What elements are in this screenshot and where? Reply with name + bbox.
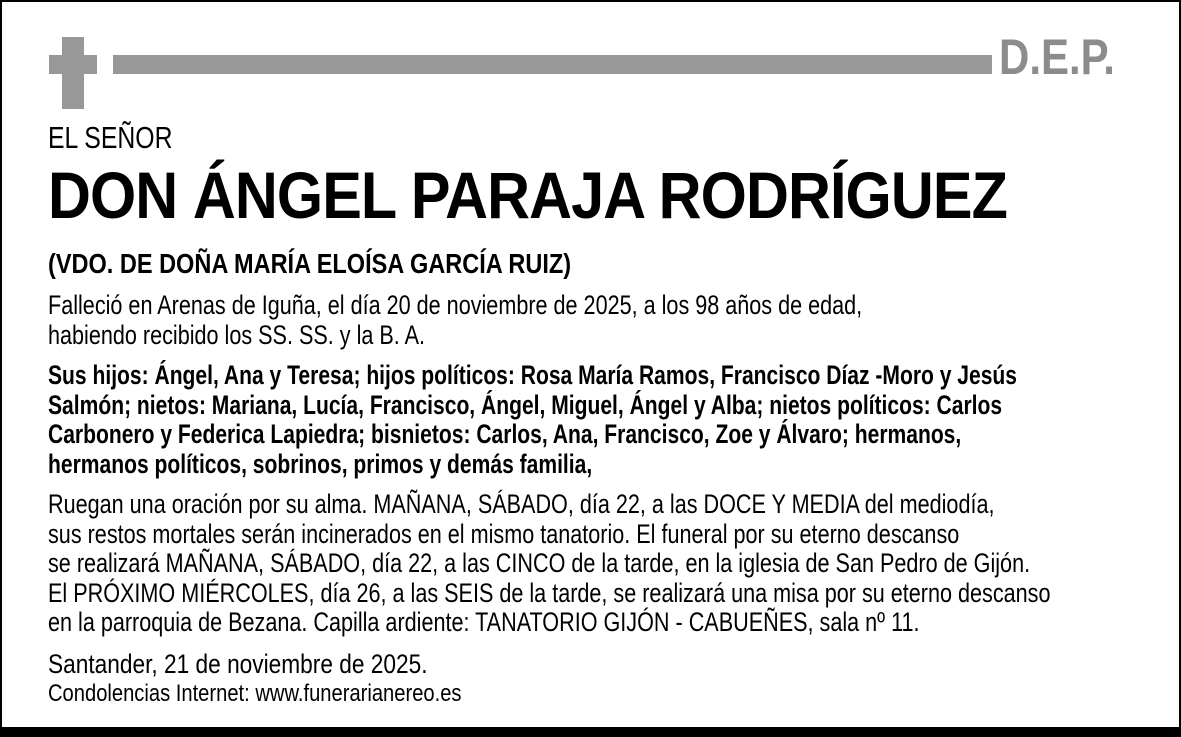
deceased-name — [48, 158, 1139, 232]
family-line: Carbonero y Federica Lapiedra; bisnietos: Carlos, Ana, Francisco, Zoe y Álvaro; hermanos, — [48, 419, 962, 449]
funeral-line: Ruegan una oración por su alma. MAÑANA, SÁBADO, día 22, a las DOCE Y MEDIA del mediodía, — [48, 489, 995, 519]
header-rule — [113, 55, 992, 74]
funeral-line: en la parroquia de Bezana. Capilla ardiente: TANATORIO GIJÓN - CABUEÑES, sala nº 11. — [48, 607, 920, 637]
death-notice-paragraph — [48, 291, 1139, 350]
salutation-text: EL SEÑOR — [48, 120, 173, 155]
condolences-url-line — [48, 680, 1139, 707]
obituary-content — [2, 120, 1179, 707]
funeral-line: sus restos mortales serán incinerados en el mismo tanatorio. El funeral por su eterno descanso — [48, 518, 960, 549]
spouse-note-text: (VDO. DE DOÑA MARÍA ELOÍSA GARCÍA RUIZ) — [48, 248, 572, 279]
obituary-header — [2, 2, 1179, 108]
place-and-date — [48, 649, 1139, 679]
death-notice-line: habiendo recibido los SS. SS. y la B. A. — [48, 319, 426, 350]
family-paragraph — [48, 361, 1139, 479]
place-and-date-text: Santander, 21 de noviembre de 2025. — [48, 648, 428, 679]
funeral-line: El PRÓXIMO MIÉRCOLES, día 26, a las SEIS de la tarde, se realizará una misa por su eterno descanso — [48, 577, 1051, 608]
dep-label-text: D.E.P. — [999, 29, 1115, 85]
family-line: Sus hijos: Ángel, Ana y Teresa; hijos políticos: Rosa María Ramos, Francisco Díaz -Moro y Jesús — [48, 360, 1018, 390]
condolences-url-text: Condolencias Internet: www.funerarianereo.es — [48, 679, 462, 707]
dep-label — [999, 29, 1137, 85]
funeral-line: se realizará MAÑANA, SÁBADO, día 22, a las CINCO de la tarde, en la iglesia de San Pedro de Gijón. — [48, 548, 1031, 578]
salutation — [48, 120, 1139, 156]
family-line: Salmón; nietos: Mariana, Lucía, Francisco, Ángel, Miguel, Ángel y Alba; nietos políticos: Carlos — [48, 389, 1003, 420]
funeral-paragraph — [48, 490, 1139, 638]
family-line: hermanos políticos, sobrinos, primos y demás familia, — [48, 448, 593, 479]
spouse-note — [48, 248, 1139, 280]
christian-cross-icon — [49, 37, 97, 109]
death-notice-line: Falleció en Arenas de Iguña, el día 20 de noviembre de 2025, a los 98 años de edad, — [48, 290, 863, 320]
deceased-name-text: DON ÁNGEL PARAJA RODRÍGUEZ — [48, 158, 1007, 232]
